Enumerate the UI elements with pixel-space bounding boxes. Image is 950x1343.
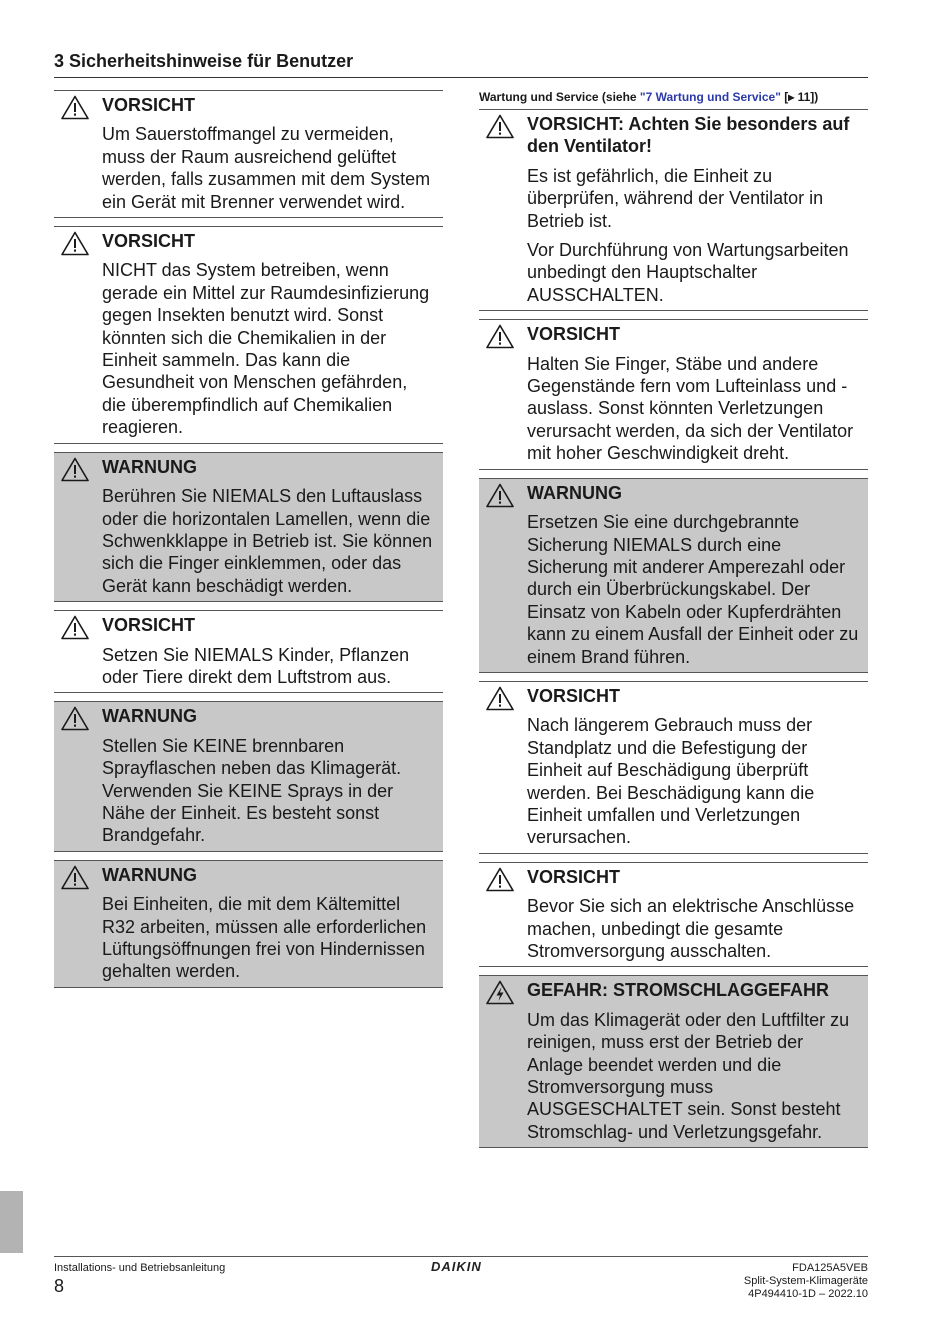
notice-heading: VORSICHT: Achten Sie besonders auf den Ventilator! [527,114,850,157]
notice-body [527,1009,868,1143]
notice-heading: WARNUNG [102,706,197,727]
page-number: 8 [54,1276,65,1296]
notice-paragraph: Halten Sie Finger, Stäbe und andere Gegenstände fern vom Lufteinlass und -auslass. Sonst könnten Verletzungen verursacht werden, da sich der Ventilator mit hoher Geschwindigkeit dreht. [527,353,854,464]
warning-triangle-icon [486,483,514,508]
notice-body [102,259,443,438]
caution-notice [479,862,868,968]
caution-notice [479,109,868,311]
notice-heading: WARNUNG [527,482,622,503]
page-title: 3 Sicherheitshinweise für Benutzer [54,50,868,78]
warning-triangle-icon [486,686,514,711]
side-tab-marker [0,1191,23,1253]
notice-body [527,511,868,668]
notice-paragraph: Bei Einheiten, die mit dem Kältemittel R32 arbeiten, müssen alle erforderlichen Lüftungsöffnungen frei von Hindernissen gehalten werden. [102,894,427,982]
notice-heading: VORSICHT [102,615,196,636]
notice-body [527,353,868,465]
caution-notice [54,226,443,444]
warning-triangle-icon [61,706,89,731]
warning-triangle-icon [61,95,89,120]
notice-paragraph: Berühren Sie NIEMALS den Luftauslass oder die horizontalen Lamellen, wenn die Schwenkklappe in Betrieb ist. Sie können sich die Finger einklemmen, oder das Gerät kann beschädigt werden. [102,486,433,596]
right-notices [479,109,868,1148]
footer-manual-title: Installations- und Betriebsanleitung [54,1262,226,1274]
footer-model: FDA125A5VEB [792,1262,868,1274]
caution-notice [479,681,868,854]
notice-body [527,714,868,848]
caution-notice [54,610,443,693]
warning-triangle-icon [61,231,89,256]
warning-triangle-icon [486,324,514,349]
warning-notice [54,860,443,988]
notice-paragraph: Bevor Sie sich an elektrische Anschlüsse machen, unbedingt die gesamte Stromversorgung ausschalten. [527,896,855,961]
danger-notice [479,975,868,1148]
notice-paragraph: Es ist gefährlich, die Einheit zu überprüfen, während der Ventilator in Betrieb ist. [527,165,824,231]
warning-triangle-icon [486,867,514,892]
cross-reference [479,89,868,109]
reference-prefix: Wartung und Service (siehe [479,90,640,104]
daikin-logo: DAIKIN [431,1259,482,1274]
warning-triangle-icon [486,114,514,139]
warning-triangle-icon [61,457,89,482]
notice-heading: GEFAHR: STROMSCHLAGGEFAHR [527,980,830,1001]
notice-heading: VORSICHT [102,231,196,252]
warning-notice [54,701,443,851]
notice-paragraph: Ersetzen Sie eine durchgebrannte Sicherung NIEMALS durch eine Sicherung mit anderer Amperezahl oder durch ein Überbrückungskabel. Der Einsatz von Kabeln oder Kupferdrähten kann zu einem Ausfall der Einheit oder zu einem Brand führen. [527,512,859,667]
notice-body [102,735,443,847]
notice-paragraph: Stellen Sie KEINE brennbaren Sprayflaschen neben das Klimagerät. Verwenden Sie KEINE Sprays in der Nähe der Einheit. Es besteht sonst Brandgefahr. [102,735,402,846]
notice-body [102,893,443,983]
notice-paragraph: Vor Durchführung von Wartungsarbeiten unbedingt den Hauptschalter AUSSCHALTEN. [527,240,849,305]
notice-body [102,123,443,213]
notice-body [527,165,868,306]
notice-paragraph: Setzen Sie NIEMALS Kinder, Pflanzen oder Tiere direkt dem Luftstrom aus. [102,644,410,687]
reference-suffix: [▸ 11]) [780,90,819,104]
footer-product-info [744,1262,868,1301]
notice-heading: VORSICHT [102,95,196,115]
warning-notice [54,452,443,602]
footer-product: Split-System-Klimageräte [743,1275,868,1287]
notice-paragraph: NICHT das System betreiben, wenn gerade ein Mittel zur Raumdesinfizierung gegen Insekten benutzt wird. Sonst könnten sich die Chemikalien in der Einheit sammeln. Das kann die Gesundheit von Menschen gefährden, die überempfindlich auf Chemikalien reagieren. [102,260,430,438]
caution-notice [54,90,443,218]
right-column [479,90,868,1156]
notice-body [527,895,868,962]
notice-paragraph: Nach längerem Gebrauch muss der Standplatz und die Befestigung der Einheit auf Beschädigung überprüft werden. Bei Beschädigung kann die Einheit umfallen und Verletzungen verursachen. [527,715,815,848]
warning-triangle-icon [61,615,89,640]
notice-paragraph: Um Sauerstoffmangel zu vermeiden, muss der Raum ausreichend gelüftet werden, falls zusammen mit dem System ein Gerät mit Brenner verwendet wird. [102,124,431,212]
notice-heading: WARNUNG [102,456,197,477]
reference-link[interactable]: "7 Wartung und Service" [639,90,781,104]
notice-paragraph: Um das Klimagerät oder den Luftfilter zu reinigen, muss erst der Betrieb der Anlage beendet werden und die Stromversorgung muss AUSGESCHALTET sein. Sonst besteht Stromschlag- und Verletzungsgefahr. [527,1009,850,1142]
warning-triangle-icon [61,865,89,890]
notice-body [102,644,443,689]
notice-heading: VORSICHT [527,685,621,706]
left-column [54,90,443,996]
notice-body [102,485,443,597]
footer-doc-id: 4P494410-1D – 2022.10 [748,1288,868,1300]
notice-heading: VORSICHT [527,324,621,345]
caution-notice [479,319,868,469]
footer-divider [54,1256,868,1257]
notice-heading: VORSICHT [527,866,621,887]
electric-hazard-icon [486,980,514,1005]
notice-heading: WARNUNG [102,864,197,885]
warning-notice [479,478,868,673]
